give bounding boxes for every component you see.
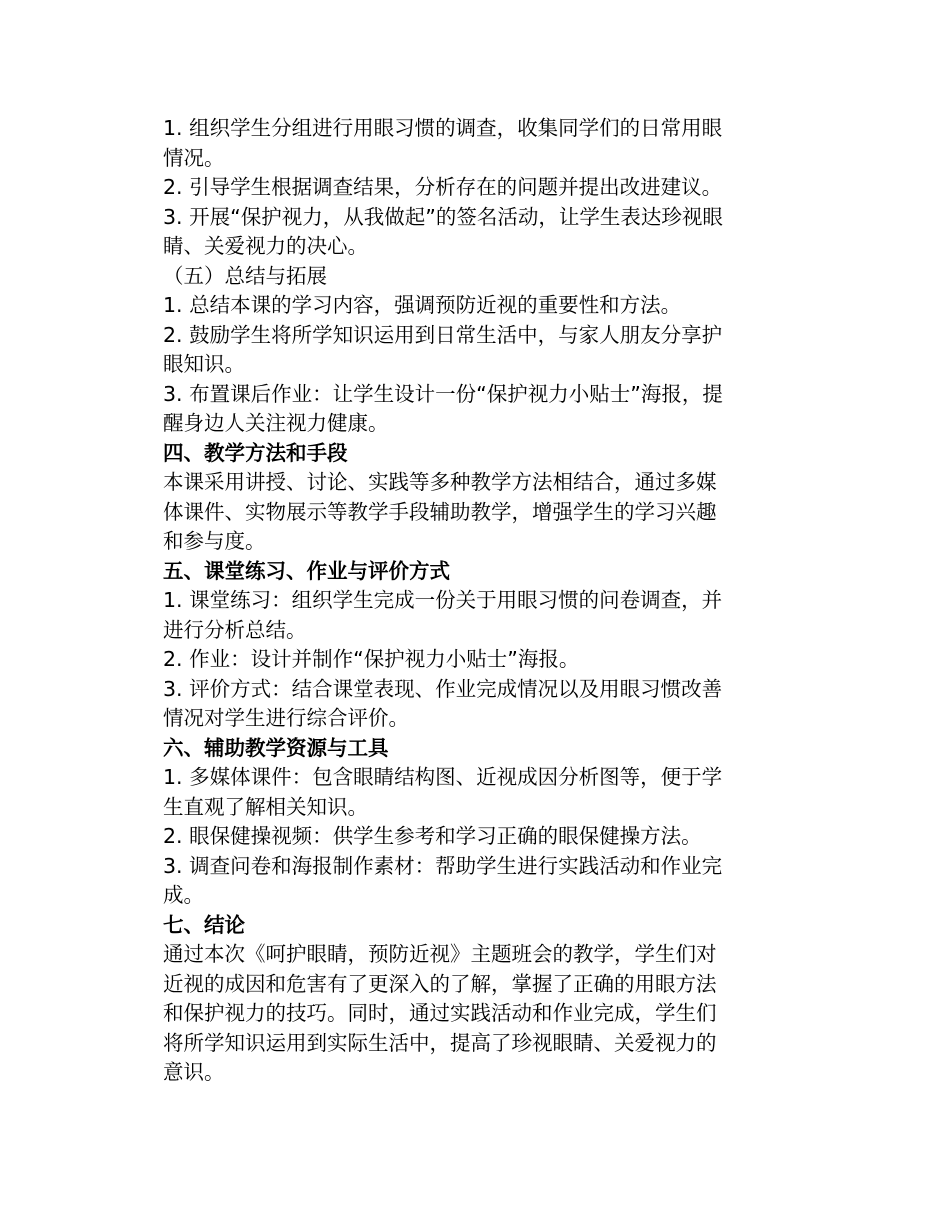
section-heading-methods (163, 439, 773, 469)
text-line: 2. 鼓励学生将所学知识运用到日常生活中，与家人朋友分享护 (163, 322, 723, 347)
text-line: 醒身边人关注视力健康。 (163, 411, 389, 435)
text-line: 七、结论 (163, 912, 245, 937)
text-line: 2. 眼保健操视频：供学生参考和学习正确的眼保健操方法。 (163, 824, 702, 848)
text-line: 3. 开展“保护视力，从我做起”的签名活动，让学生表达珍视眼 (163, 204, 723, 229)
resource-item-1 (163, 763, 773, 822)
activity-item-2 (163, 173, 773, 203)
subsection-title-summary (163, 262, 773, 292)
text-line: 眼知识。 (163, 352, 245, 376)
text-line: 情况。 (163, 145, 225, 170)
text-line: 1. 组织学生分组进行用眼习惯的调查，收集同学们的日常用眼 (163, 116, 723, 140)
methods-paragraph (163, 468, 773, 557)
text-line: （五）总结与拓展 (163, 263, 327, 288)
activity-item-3 (163, 203, 773, 262)
text-line: 六、辅助教学资源与工具 (163, 735, 389, 760)
text-line: 3. 评价方式：结合课堂表现、作业完成情况以及用眼习惯改善 (163, 676, 723, 701)
text-line: 四、教学方法和手段 (163, 440, 348, 465)
text-line: 进行分析总结。 (163, 617, 307, 642)
text-line: 体课件、实物展示等教学手段辅助教学，增强学生的学习兴趣 (163, 499, 717, 524)
text-line: 情况对学生进行综合评价。 (163, 706, 409, 730)
summary-item-1 (163, 291, 773, 321)
text-line: 近视的成因和危害有了更深入的了解，掌握了正确的用眼方法 (163, 971, 717, 996)
resource-item-2 (163, 822, 773, 852)
text-line: 3. 调查问卷和海报制作素材：帮助学生进行实践活动和作业完 (163, 853, 723, 878)
text-line: 1. 多媒体课件：包含眼睛结构图、近视成因分析图等，便于学 (163, 765, 723, 789)
section-heading-resources (163, 734, 773, 764)
text-line: 3. 布置课后作业：让学生设计一份“保护视力小贴士”海报，提 (163, 381, 723, 406)
text-line: 本课采用讲授、讨论、实践等多种教学方法相结合，通过多媒 (163, 470, 717, 494)
text-line: 和参与度。 (163, 529, 266, 553)
practice-item-1 (163, 586, 773, 645)
section-heading-conclusion (163, 911, 773, 941)
text-line: 五、课堂练习、作业与评价方式 (163, 558, 450, 583)
text-line: 通过本次《呵护眼睛，预防近视》主题班会的教学，学生们对 (163, 942, 717, 966)
practice-item-2 (163, 645, 773, 675)
text-line: 1. 总结本课的学习内容，强调预防近视的重要性和方法。 (163, 293, 682, 317)
practice-item-3 (163, 675, 773, 734)
resource-item-3 (163, 852, 773, 911)
text-line: 2. 作业：设计并制作“保护视力小贴士”海报。 (163, 647, 580, 671)
text-line: 意识。 (163, 1060, 225, 1084)
summary-item-3 (163, 380, 773, 439)
text-line: 2. 引导学生根据调查结果，分析存在的问题并提出改进建议。 (163, 175, 723, 199)
text-line: 成。 (163, 883, 204, 907)
conclusion-paragraph (163, 940, 773, 1088)
text-line: 将所学知识运用到实际生活中，提高了珍视眼睛、关爱视力的 (163, 1030, 717, 1055)
section-heading-practice (163, 557, 773, 587)
text-line: 和保护视力的技巧。同时，通过实践活动和作业完成，学生们 (163, 1001, 717, 1025)
text-line: 生直观了解相关知识。 (163, 794, 368, 819)
summary-item-2 (163, 321, 773, 380)
text-line: 睛、关爱视力的决心。 (163, 234, 368, 258)
activity-item-1 (163, 114, 773, 173)
document-page (163, 114, 773, 1088)
text-line: 1. 课堂练习：组织学生完成一份关于用眼习惯的问卷调查，并 (163, 588, 723, 612)
